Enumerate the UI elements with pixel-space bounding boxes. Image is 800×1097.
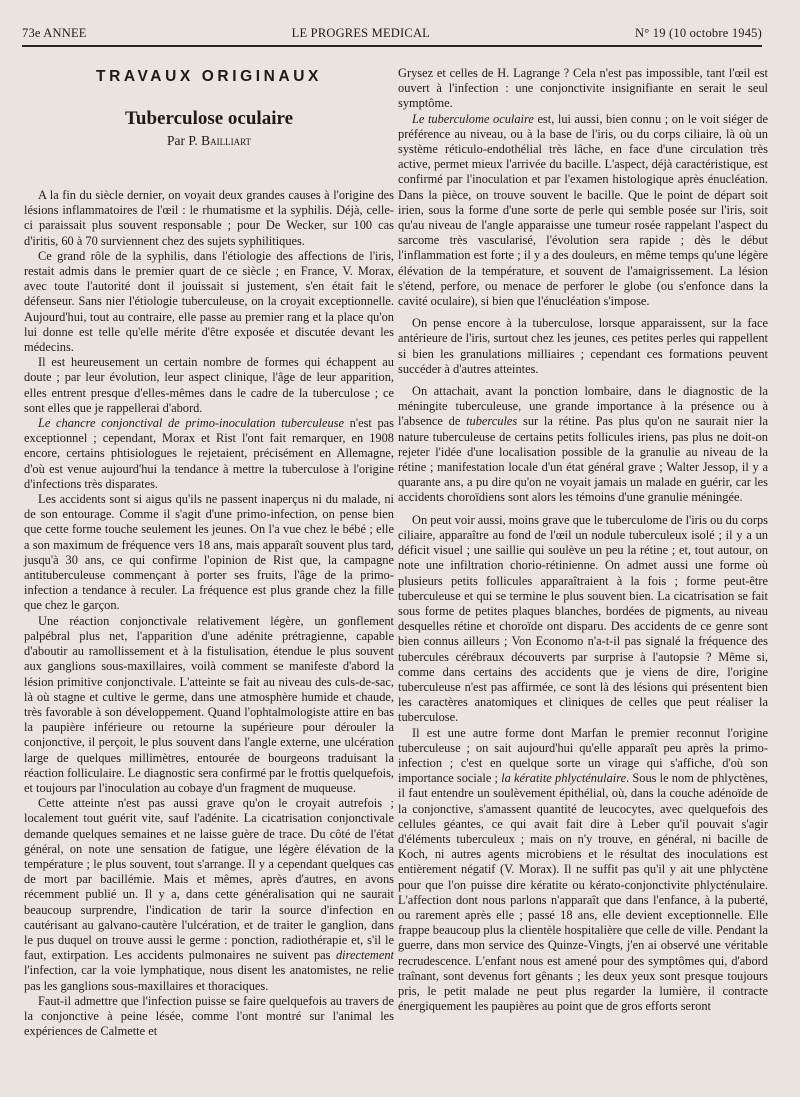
paragraph: Les accidents sont si aigus qu'ils ne passent inaperçus ni du malade, ni de son entourage. Comme il s'agit d'une primo-infection, on pense bien que cette forme touche seulement les jeunes. On l'a vue chez le bébé ; elle a son maximum de fréquence vers 18 ans, mais apparaît souvent plus tard, jusqu'à 30 ans, ce qui confirme l'opinion de Rist que, la campagne antituberculeuse commençant à porter ses fruits, l'âge de la primo-infection a tendance à reculer. La fréquence est plus grande chez la fille que chez le garçon.	[24, 492, 394, 613]
paragraph	[24, 416, 394, 492]
italic-heading: Le tuberculome oculaire	[412, 111, 534, 126]
italic-word: la kératite phlycténulaire	[501, 771, 627, 786]
paragraph	[398, 384, 768, 506]
paragraph-text: est, lui aussi, bien connu ; on le voit siéger de préférence au niveau, ou à la base de l'iris, ou du corps ciliaire, là où un système réticulo-endothélial très lâche, en face d'une circulation très active, permet mieux l'arrivée du bacille. L'aspect, déjà caractéristique, est confirmé par l'inoculation et par l'examen histologique après énucléation. Dans la pièce, on trouve souvent le bacille. Que le point de départ soit irien, sous la forme d'une sorte de perle qui semble posée sur l'iris, soit qu'au niveau de l'angle apparaisse une tumeur rosée rappelant l'aspect du sarcome très vascularisé, l'évolution sera rapide ; dès le début l'inflammation est forte ; il y a des douleurs, en même temps qu'une légère élévation de la température, et souvent de l'amaigrissement. La lésion s'étend, perfore, ou menace de perforer le globe (ou s'enfonce dans la cavité oculaire), si bien que l'énucléation s'impose.	[398, 111, 768, 309]
volume-label: 73e ANNEE	[22, 26, 87, 40]
paragraph-text: . Sous le nom de phlyctènes, il faut entendre un soulèvement épithélial, où, dans la couche adénoïde de la conjonctive, s'amassent quantité de leucocytes, avec quelquefois des cellules géantes, ce qui avait fait dire à Leber qu'il pouvait s'agir d'éléments tuberculeux ; mais on n'y trouve, en général, ni bacille de Koch, ni autres agents microbiens et le résultat des inoculations est entièrement négatif (V. Morax). Il ne suffit pas qu'il y ait une phlyctène pour que l'on puisse dire kératite ou kérato-conjonctivite phlycténulaire. L'affection dont nous parlons n'apparaît que dans l'enfance, à la puberté, ou rarement après elle ; passé 18 ans, elle devient exceptionnelle. Elle frappe beaucoup plus la clientèle hospitalière que celle de ville. Pendant la guerre, dans mon service des Quinze-Vingts, j'en ai observé une véritable recrudescence. L'enfant nous est amené pour des symptômes qui, d'abord traînant, sont devenus fort gênants ; les deux yeux sont presque toujours pris, le petit malade ne peut plus regarder la lumière, il contracte énergiquement les paupières au point que de gros efforts seront	[398, 771, 768, 1014]
paragraph: Faut-il admettre que l'infection puisse se faire quelquefois au travers de la conjonctive à peine lésée, comme l'ont montré sur l'animal les expériences de Calmette et	[24, 993, 394, 1039]
running-header	[22, 26, 762, 41]
paragraph: Grysez et celles de H. Lagrange ? Cela n'est pas impossible, tant l'œil est ouvert à l'infection : une conjonctivite insignifiante en serait le seul symptôme.	[398, 66, 768, 111]
journal-title: LE PROGRES MEDICAL	[291, 26, 431, 40]
byline-prefix: Par P.	[166, 133, 198, 148]
paragraph: On pense encore à la tuberculose, lorsque apparaissent, sur la face antérieure de l'iris, surtout chez les jeunes, ces petites perles qui rappellent si bien les granulations milliaires ; cependant ces formations peuvent succéder à d'autres atteintes.	[398, 316, 768, 376]
issue-label: N° 19 (10 octobre 1945)	[635, 26, 762, 40]
paragraph: Une réaction conjonctivale relativement légère, un gonflement palpébral plus net, l'apparition d'une adénite prétragienne, capable d'aboutir au ramollissement et à la fistulisation, étendue le plus souvent aux ganglions sous-maxillaires, voilà comment se manifeste d'abord la lésion primitive conjonctivale. L'atteinte se fait au niveau des culs-de-sac, là où stagne et cultive le germe, dans une atmosphère humide et chaude, très favorable à son développement. Quand l'ophtalmologiste attire en bas la paupière inférieure ou retourne la supérieure pour dérouler la conjonctive, il perçoit, le plus souvent dans l'angle externe, une ulcération large de quelques millimètres, entourée de bourgeons traduisant la réaction folliculaire. Le diagnostic sera confirmé par le frottis quelquefois, et toujours par l'inoculation au cobaye d'un fragment de muqueuse.	[24, 613, 394, 795]
paragraph-text: l'infection, car la voie lymphatique, nous disent les anatomistes, ne relie pas les ganglions sous-maxillaires et thoraciques.	[24, 963, 394, 993]
paragraph-text: n'est pas exceptionnel ; cependant, Morax et Rist l'ont fait remarquer, en 1908 encore, certains phtisiologues le rejetaient, précisément en Allemagne, d'où est venue aujourd'hui la tendance à mettre la tuberculose à l'origine d'infections très disparates.	[24, 416, 394, 491]
paragraph	[398, 112, 768, 310]
left-column	[24, 66, 394, 1039]
section-title: TRAVAUX ORIGINAUX	[96, 68, 322, 85]
paragraph: On peut voir aussi, moins grave que le tuberculome de l'iris ou du corps ciliaire, apparaître au fond de l'œil un nodule tuberculeux isolé ; il y a un déficit visuel ; une saillie qui soulève un peu la rétine ; et, tout autour, on note une infiltration chorio-rétinienne. On admet aussi une forme où plusieurs petits follicules apparaîtraient à la fois ; forme peut-être tuberculeuse et qui se termine le plus souvent bien. La cicatrisation se fait sous forme de petites plaques blanches, bordées de pigments, au niveau desquelles rétine et choroïde ont disparu. Des accidents de ce genre sont bien connus ailleurs ; Von Economo n'a-t-il pas signalé la fréquence des tubercules cérébraux découverts par surprise à l'autopsie ? Même si, comme dans certains des accidents que je viens de dire, l'origine tuberculeuse n'est pas affirmée, ce sont là des lésions qui présentent bien les caractères anatomiques et cliniques de celles que peut réaliser la tuberculose.	[398, 512, 768, 725]
paragraph-text: sur la rétine. Pas plus qu'on ne saurait nier la nature tuberculeuse de certains petits follicules iriens, pas plus ne doit-on rejeter l'idée d'une localisation possible de la granulie au niveau de la rétine ; manifestation locale d'un état général grave ; Walter Jessop, il y a quarante ans, a pu dire qu'on ne voyait jamais un malade en guérir, car les accidents choroïdiens sont alors les témoins d'une granulie méningée.	[398, 414, 768, 505]
italic-heading: Le chancre conjonctival de primo-inoculation tuberculeuse	[38, 416, 344, 431]
author-name: Bailliart	[201, 133, 252, 148]
paragraph	[24, 796, 394, 994]
paragraph-text: On attachait, avant la ponction lombaire, dans le diagnostic de la méningite tuberculeuse, une grande importance à la présence ou à l'absence de	[398, 384, 768, 429]
italic-word: directement	[335, 948, 394, 963]
header-divider	[22, 45, 762, 47]
paragraph: Il est heureusement un certain nombre de formes qui échappent au doute ; par leur évolution, leur aspect clinique, l'âge de leur apparition, elles entrent presque d'elles-mêmes dans le cadre de la tuberculose ; ce sont elles que je rappellerai d'abord.	[24, 355, 394, 415]
byline	[24, 132, 394, 149]
article-title: Tuberculose oculaire	[124, 108, 294, 129]
paragraph: A la fin du siècle dernier, on voyait deux grandes causes à l'origine des lésions inflammatoires de l'œil : le rhumatisme et la syphilis. Déjà, celle-ci paraissait plus souvent responsable ; pour De Wecker, sur 100 cas d'iritis, 60 à 70 surviennent chez des sujets syphilitiques.	[24, 188, 394, 248]
paragraph-text: Il est une autre forme dont Marfan le premier reconnut l'origine tuberculeuse ; on sait aujourd'hui qu'elle apparaît peu après la primo-infection ; c'est en quelque sorte un virage qui s'affiche, d'où son importance sociale ;	[398, 725, 768, 786]
paragraph-text: Cette atteinte n'est pas aussi grave qu'on le croyait autrefois ; localement tout guérit vite, sauf l'adénite. La cicatrisation conjonctivale demande quelques semaines et ne laisse guère de trace. Du côté de l'état général, on note une sensation de fatigue, une légère élévation de la température ; le plus souvent, tout s'arrange. Il y a cependant quelques cas de mort par bacillémie. Mais et mêmes, après d'autres, en avons récemment publié un. Il y a, dans cette généralisation qui ne saurait beaucoup surprendre, l'indication de tarir la source d'infection en cautérisant au galvano-cautère l'ulcération, et de traiter le ganglion, dans le pus duquel on trouve aussi le germe : ponction, radiothérapie et, s'il le faut, extirpation. Les accidents pulmonaires ne suivent pas	[24, 796, 394, 963]
paragraph	[398, 726, 768, 1015]
paragraph: Ce grand rôle de la syphilis, dans l'étiologie des affections de l'iris, restait admis dans le premier quart de ce siècle ; en France, V. Morax, avec toute l'autorité dont il jouissait si justement, s'en était fait le défenseur. Sans nier l'étiologie tuberculeuse, on la croyait exceptionnelle. Aujourd'hui, tout au contraire, elle passe au premier rang et la place qu'on lui donne est telle qu'elle mérite d'être exposée et discutée devant les médecins.	[24, 248, 394, 355]
right-column	[398, 66, 768, 1014]
italic-word: tubercules	[466, 414, 518, 429]
